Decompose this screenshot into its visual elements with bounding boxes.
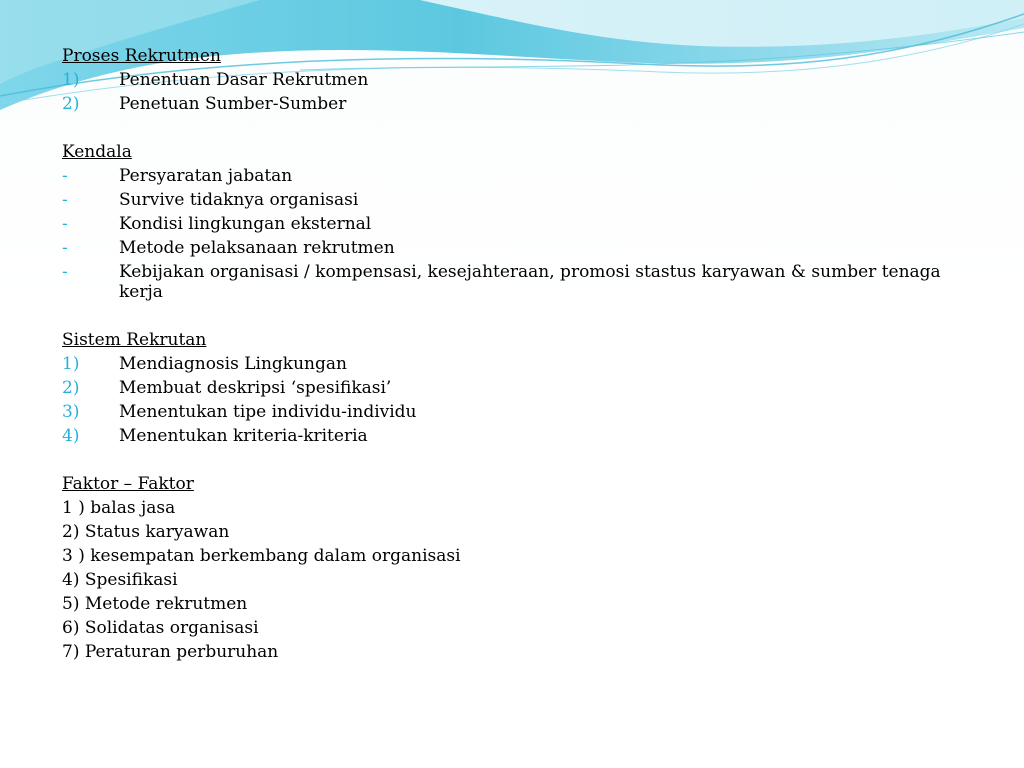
plain-line: 3 ) kesempatan berkembang dalam organisasi [62, 546, 461, 566]
list-item-text: Kondisi lingkungan eksternal [119, 214, 372, 234]
list-item [62, 92, 952, 116]
list-item-text: Menentukan kriteria-kriteria [119, 426, 368, 446]
section-heading-sistem-rekrutan: Sistem Rekrutan [62, 330, 207, 350]
list-item [62, 236, 952, 260]
list-item-text: Membuat deskripsi ‘spesifikasi’ [119, 378, 392, 398]
plain-line: 7) Peraturan perburuhan [62, 642, 279, 662]
list-item-text: Kebijakan organisasi / kompensasi, kesejahteraan, promosi stastus karyawan & sumber tenaga kerja [119, 262, 941, 302]
list-item [62, 260, 952, 304]
list-item [62, 164, 952, 188]
section-heading-kendala: Kendala [62, 142, 132, 162]
plain-line: 4) Spesifikasi [62, 570, 178, 590]
spacer [62, 116, 952, 140]
list-item-text: Menentukan tipe individu-individu [119, 402, 417, 422]
list-item [62, 424, 952, 448]
list-number: 3) [62, 402, 80, 422]
list-item-text: Survive tidaknya organisasi [119, 190, 359, 210]
spacer [62, 304, 952, 328]
list-item-text: Mendiagnosis Lingkungan [119, 354, 347, 374]
list-number: 1) [62, 70, 80, 90]
list-item [62, 212, 952, 236]
list-number: 2) [62, 378, 80, 398]
list-dash: - [62, 190, 68, 210]
list-item-text: Persyaratan jabatan [119, 166, 293, 186]
list-item [62, 376, 952, 400]
list-dash: - [62, 238, 68, 258]
list-dash: - [62, 166, 68, 186]
plain-line: 5) Metode rekrutmen [62, 594, 248, 614]
list-dash: - [62, 262, 68, 282]
slide-body [62, 44, 952, 664]
list-number: 1) [62, 354, 80, 374]
list-number: 4) [62, 426, 80, 446]
plain-line: 1 ) balas jasa [62, 498, 176, 518]
section-heading-faktor: Faktor – Faktor [62, 474, 194, 494]
plain-line: 2) Status karyawan [62, 522, 230, 542]
list-item-text: Metode pelaksanaan rekrutmen [119, 238, 395, 258]
list-dash: - [62, 214, 68, 234]
spacer [62, 448, 952, 472]
list-number: 2) [62, 94, 80, 114]
list-item [62, 188, 952, 212]
list-item [62, 400, 952, 424]
section-heading-proses-rekrutmen: Proses Rekrutmen [62, 46, 221, 66]
list-item-text: Penentuan Dasar Rekrutmen [119, 70, 369, 90]
list-item [62, 352, 952, 376]
list-item [62, 68, 952, 92]
plain-line: 6) Solidatas organisasi [62, 618, 259, 638]
list-item-text: Penetuan Sumber-Sumber [119, 94, 347, 114]
